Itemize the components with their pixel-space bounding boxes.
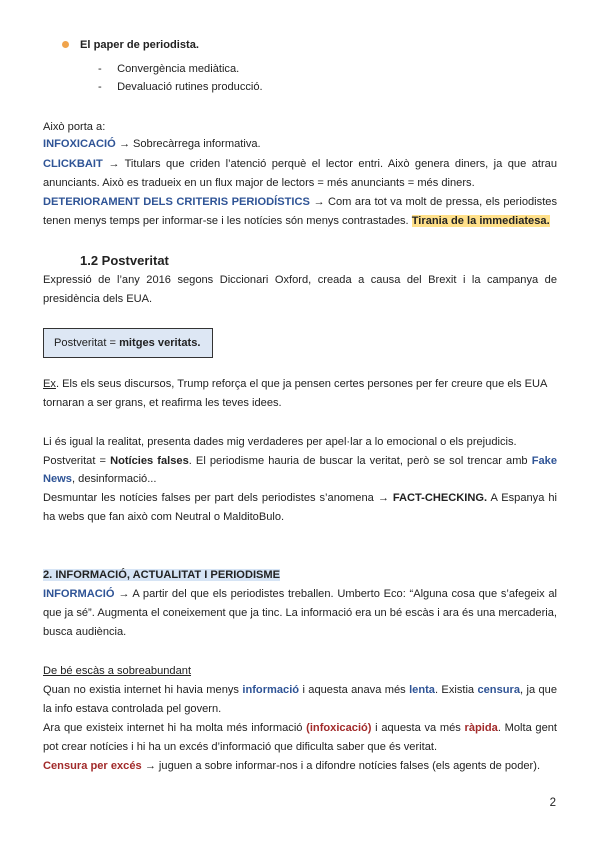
example-line: Ex. Els els seus discursos, Trump reforça el que ja pensen certes persones per fer creure que els EUA [43,378,548,390]
bullet-icon [62,41,69,48]
ara-line-2: pot crear notícies i hi ha un excés d’informació que dificulta saber que és veritat. [43,741,438,753]
intro-text: Això porta a: [43,121,106,133]
postveritat-p3: Postveritat = Notícies falses. El periodisme hauria de buscar la veritat, però se sol trencar amb Fake [43,455,557,467]
bullet-title: El paper de periodista. [80,39,199,51]
postveritat-p2: Li és igual la realitat, presenta dades mig verdaderes per apel·lar a lo emocional o els prejudicis. [43,436,517,448]
clickbait-line-2: anunciants. Això es tradueix en un flux major de lectors = més anunciants = més diners. [43,177,475,189]
deteriorament-line: DETERIORAMENT DELS CRITERIS PERIODÍSTICS → Com ara tot va molt de pressa, els periodistes [43,196,557,208]
postveritat-p4: Desmuntar les notícies falses per part dels periodistes s’anomena → FACT-CHECKING. A Espanya hi [43,492,557,504]
ara-line: Ara que existeix internet hi ha molta més informació (infoxicació) i aquesta va més ràpida. Molta gent [43,722,558,734]
informacio-line-2: que ja sé”. Augmenta el coneixement que ja tinc. La informació era un bé escàs i ara és una mercaderia, [43,607,557,619]
postveritat-p1: Expressió de l’any 2016 segons Diccionari Oxford, creada a causa del Brexit i la campanya de [43,274,557,286]
quan-line-2: la info estava controlada pel govern. [43,703,222,715]
subitem-1: - Convergència mediàtica. [98,63,240,75]
postveritat-p3-line-2: News, desinformació... [43,473,157,485]
censura-line: Censura per excés → juguen a sobre informar-nos i a difondre notícies falses (els agents de poder). [43,760,541,772]
postveritat-p4-line-2: ha webs que fan això com Neutral o MalditoBulo. [43,511,285,523]
quan-line: Quan no existia internet hi havia menys informació i aquesta anava més lenta. Existia censura, ja que [43,684,557,696]
deteriorament-line-2: tenen menys temps per informar-se i les notícies són menys contrastades. Tirania de la immediatesa. [43,215,550,227]
example-line-2: tornaran a ser grans, et reafirma les teves idees. [43,397,282,409]
definition-box: Postveritat = mitges veritats. [43,328,213,358]
informacio-line-3: busca audiència. [43,626,127,638]
subitem-2: - Devaluació rutines producció. [98,81,263,93]
tirania-highlight: Tirania de la immediatesa. [411,215,550,227]
clickbait-line: CLICKBAIT → Titulars que criden l’atenció perquè el lector entri. Això genera diners, ja que atrau [43,158,557,170]
section-heading-postveritat: 1.2 Postveritat [80,253,169,268]
page-number: 2 [549,797,556,809]
section-heading-2: 2. INFORMACIÓ, ACTUALITAT I PERIODISME [43,569,281,581]
postveritat-p1-line-2: presidència dels EUA. [43,293,153,305]
informacio-line: INFORMACIÓ → A partir del que els periodistes treballen. Umberto Eco: “Alguna cosa que s’afegeix al [43,588,557,600]
subheading-be-escas: De bé escàs a sobreabundant [43,665,192,677]
infoxicacio-line: INFOXICACIÓ → Sobrecàrrega informativa. [43,138,261,150]
